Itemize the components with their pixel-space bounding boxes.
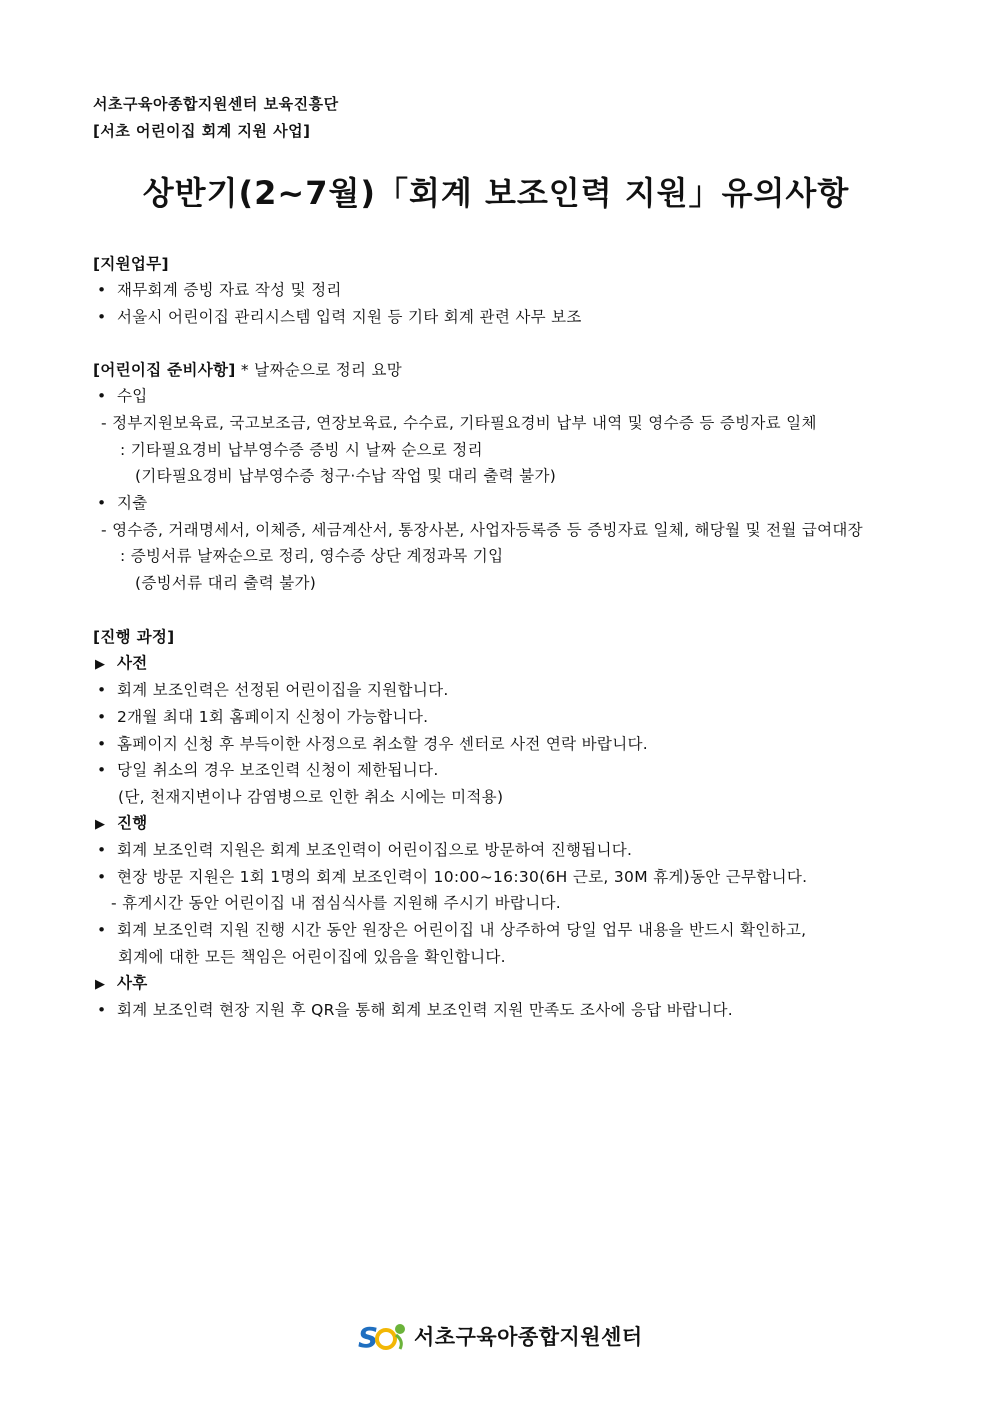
svg-text:S: S: [358, 1321, 379, 1353]
stage-after-label: 사후: [117, 974, 148, 992]
list-item: • 회계 보조인력 지원 진행 시간 동안 원장은 어린이집 내 상주하여 당일 업무 내용을 반드시 확인하고,: [97, 921, 807, 939]
income-sub-note-2: (기타필요경비 납부영수증 청구·수납 작업 및 대리 출력 불가): [135, 467, 557, 485]
list-item-text: 현장 방문 지원은 1회 1명의 회계 보조인력이 10:00~16:30(6H 근로, 30M 휴게)동안 근무합니다.: [117, 868, 808, 886]
stage-during: [95, 813, 148, 835]
list-item: • 지출: [97, 494, 148, 512]
before-note: (단, 천재지변이나 감염병으로 인한 취소 시에는 미적용): [118, 788, 504, 806]
center-logo-icon: [356, 1319, 412, 1353]
triangle-right-icon: ▶: [95, 817, 106, 832]
footer-logo: [356, 1318, 643, 1354]
list-item-continuation: 회계에 대한 모든 책임은 어린이집에 있음을 확인합니다.: [118, 948, 506, 966]
list-item-text: 서울시 어린이집 관리시스템 입력 지원 등 기타 회계 관련 사무 보조: [117, 308, 582, 326]
list-item: • 수입: [97, 387, 148, 405]
income-label: 수입: [117, 387, 148, 405]
list-item: • 회계 보조인력은 선정된 어린이집을 지원합니다.: [97, 681, 449, 699]
list-item: • 회계 보조인력 지원은 회계 보조인력이 어린이집으로 방문하여 진행됩니다.: [97, 841, 633, 859]
section-heading-prep: [93, 360, 402, 380]
list-item-text: 당일 취소의 경우 보조인력 신청이 제한됩니다.: [117, 761, 439, 779]
footer-org-name: 서초구육아종합지원센터: [414, 1325, 643, 1349]
expense-sub-note-2: (증빙서류 대리 출력 불가): [135, 574, 317, 592]
list-item: • 현장 방문 지원은 1회 1명의 회계 보조인력이 10:00~16:30(6H 근로, 30M 휴게)동안 근무합니다.: [97, 868, 808, 886]
list-item-text: 회계 보조인력 지원은 회계 보조인력이 어린이집으로 방문하여 진행됩니다.: [117, 841, 633, 859]
section-heading-support: [지원업무]: [93, 255, 169, 273]
page-title: 상반기(2~7월)「회계 보조인력 지원」유의사항: [142, 174, 850, 212]
header-program: [서초 어린이집 회계 지원 사업]: [93, 122, 311, 140]
list-item: • 홈페이지 신청 후 부득이한 사정으로 취소할 경우 센터로 사전 연락 바랍니다.: [97, 735, 648, 753]
triangle-right-icon: ▶: [95, 977, 106, 992]
expense-label: 지출: [117, 494, 148, 512]
prep-heading: [어린이집 준비사항]: [93, 361, 236, 379]
expense-sub-note: : 증빙서류 날짜순으로 정리, 영수증 상단 계정과목 기입: [120, 547, 504, 565]
stage-before: [95, 653, 148, 675]
prep-note: * 날짜순으로 정리 요망: [240, 361, 403, 379]
list-item: • 2개월 최대 1회 홈페이지 신청이 가능합니다.: [97, 708, 429, 726]
list-item-text: 회계 보조인력 현장 지원 후 QR을 통해 회계 보조인력 지원 만족도 조사에 응답 바랍니다.: [117, 1001, 734, 1019]
triangle-right-icon: ▶: [95, 657, 106, 672]
stage-after: [95, 973, 148, 995]
stage-during-label: 진행: [117, 814, 148, 832]
income-detail: - 정부지원보육료, 국고보조금, 연장보육료, 수수료, 기타필요경비 납부 내역 및 영수증 등 증빙자료 일체: [101, 414, 817, 432]
during-sub-note: - 휴게시간 동안 어린이집 내 점심식사를 지원해 주시기 바랍니다.: [111, 894, 562, 912]
list-item: • 회계 보조인력 현장 지원 후 QR을 통해 회계 보조인력 지원 만족도 조사에 응답 바랍니다.: [97, 1001, 734, 1019]
list-item-text: 회계 보조인력은 선정된 어린이집을 지원합니다.: [117, 681, 449, 699]
list-item-text: 재무회계 증빙 자료 작성 및 정리: [117, 281, 342, 299]
list-item: • 서울시 어린이집 관리시스템 입력 지원 등 기타 회계 관련 사무 보조: [97, 308, 582, 326]
list-item-text: 2개월 최대 1회 홈페이지 신청이 가능합니다.: [117, 708, 429, 726]
header-org: 서초구육아종합지원센터 보육진흥단: [93, 95, 339, 113]
income-sub-note: : 기타필요경비 납부영수증 증빙 시 날짜 순으로 정리: [120, 441, 483, 459]
list-item: • 당일 취소의 경우 보조인력 신청이 제한됩니다.: [97, 761, 439, 779]
list-item-text: 홈페이지 신청 후 부득이한 사정으로 취소할 경우 센터로 사전 연락 바랍니다.: [117, 735, 648, 753]
list-item-text: 회계 보조인력 지원 진행 시간 동안 원장은 어린이집 내 상주하여 당일 업무 내용을 반드시 확인하고,: [117, 921, 807, 939]
stage-before-label: 사전: [117, 654, 148, 672]
section-heading-process: [진행 과정]: [93, 628, 175, 646]
list-item: • 재무회계 증빙 자료 작성 및 정리: [97, 281, 342, 299]
expense-detail: - 영수증, 거래명세서, 이체증, 세금계산서, 통장사본, 사업자등록증 등 증빙자료 일체, 해당월 및 전월 급여대장: [101, 521, 863, 539]
